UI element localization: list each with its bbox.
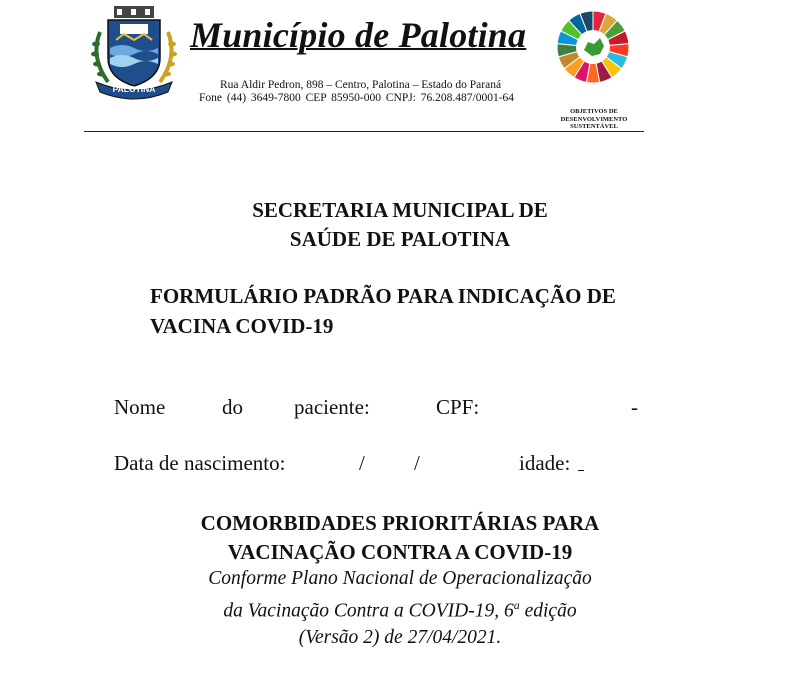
cpf-separator: - bbox=[631, 395, 638, 419]
comorbidities-heading bbox=[100, 509, 700, 567]
sdg-label-line-3: SUSTENTÁVEL bbox=[570, 123, 618, 130]
birthdate-separator-2: / bbox=[414, 451, 420, 475]
plan-line-1: Conforme Plano Nacional de Operacionalização bbox=[208, 568, 592, 589]
patient-name-label-word-1: Nome bbox=[114, 395, 166, 419]
form-title-line-2: VACINA COVID-19 bbox=[150, 314, 334, 338]
plan-line-3: (Versão 2) de 27/04/2021. bbox=[298, 626, 502, 648]
sdg-label bbox=[558, 108, 630, 131]
patient-name-label-word-3: paciente: bbox=[294, 395, 370, 419]
svg-text:PALOTINA: PALOTINA bbox=[112, 84, 156, 94]
form-title bbox=[150, 281, 710, 341]
header-divider bbox=[84, 131, 644, 132]
birthdate-separator-1: / bbox=[359, 451, 365, 475]
age-blank bbox=[578, 454, 584, 471]
contact-line: Fone (44) 3649-7800 CEP 85950-000 CNPJ: 76.208.487/0001-64 bbox=[199, 92, 515, 104]
birthdate-label: Data de nascimento: bbox=[114, 451, 286, 475]
plan-reference bbox=[100, 566, 700, 651]
secretariat-line-2: SAÚDE DE PALOTINA bbox=[289, 227, 511, 251]
plan-line-2-edition: edição bbox=[519, 600, 577, 622]
secretariat-heading bbox=[150, 196, 650, 254]
municipal-crest-icon bbox=[86, 2, 182, 100]
plan-line-2-ordinal: a bbox=[513, 598, 520, 612]
plan-line-2 bbox=[100, 592, 700, 625]
sdg-wheel-icon bbox=[556, 10, 630, 84]
sdg-label-line-2: DESENVOLVIMENTO bbox=[560, 115, 628, 123]
secretariat-line-1: SECRETARIA MUNICIPAL DE bbox=[252, 198, 548, 222]
patient-name-label-word-2: do bbox=[222, 395, 243, 419]
comorbidities-line-1: COMORBIDADES PRIORITÁRIAS PARA bbox=[200, 511, 600, 535]
address-line: Rua Aldir Pedron, 898 – Centro, Palotina – Estado do Paraná bbox=[220, 79, 502, 91]
municipality-title: Município de Palotina bbox=[190, 15, 527, 55]
plan-line-2-text: da Vacinação Contra a COVID-19, 6 bbox=[223, 600, 514, 622]
cpf-label: CPF: bbox=[436, 395, 480, 419]
comorbidities-line-2: VACINAÇÃO CONTRA A COVID-19 bbox=[227, 540, 573, 564]
sdg-label-line-1: OBJETIVOS DE bbox=[570, 108, 618, 115]
form-title-line-1: FORMULÁRIO PADRÃO PARA INDICAÇÃO DE bbox=[150, 284, 616, 308]
age-label: idade: bbox=[519, 451, 571, 475]
